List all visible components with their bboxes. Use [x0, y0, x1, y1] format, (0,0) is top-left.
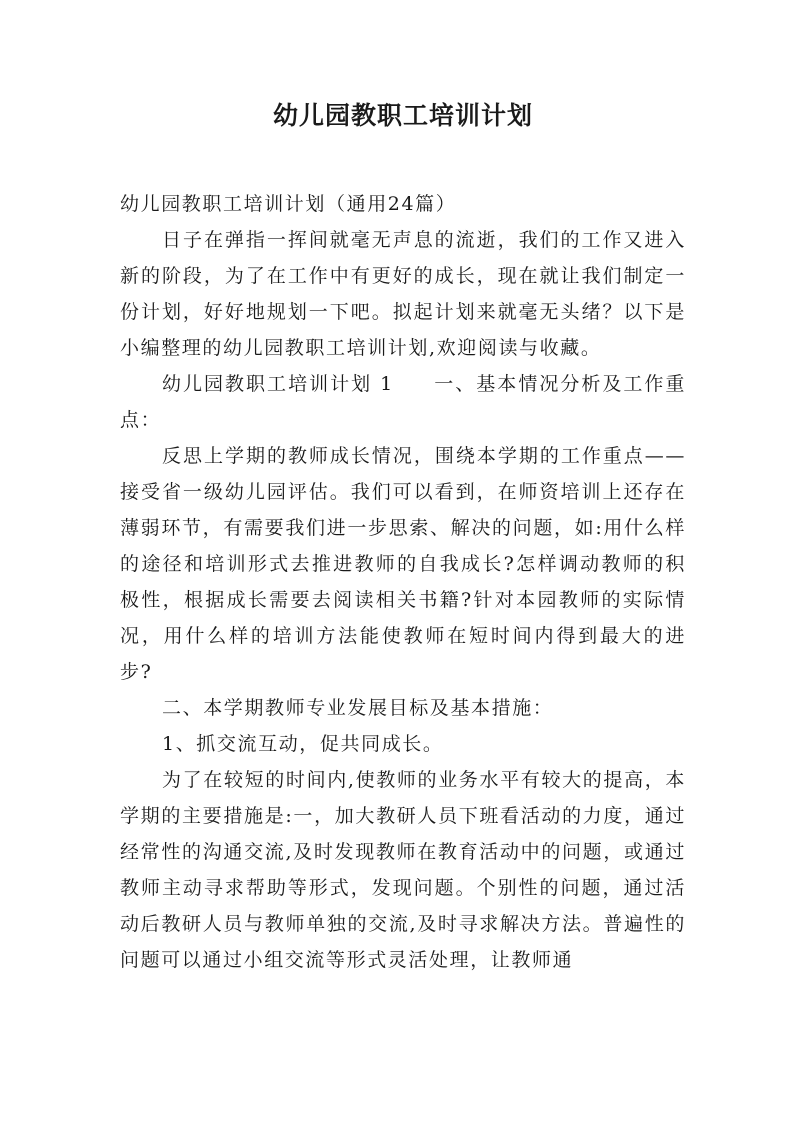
analysis-paragraph: 反思上学期的教师成长情况，围绕本学期的工作重点——接受省一级幼儿园评估。我们可以看到，在师资培训上还存在薄弱环节，有需要我们进一步思索、解决的问题，如:用什么样的途径和培训形式去推进教师的自我成长?怎样调动教师的积极性，根据成长需要去阅读相关书籍?针对本园教师的实际情况，用什么样的培训方法能使教师在短时间内得到最大的进步? — [120, 445, 686, 683]
document-subtitle: 幼儿园教职工培训计划（通用24篇） — [120, 193, 457, 215]
document-body — [120, 186, 686, 978]
section-heading-analysis: 一、基本情况分析及工作重点： — [120, 373, 686, 431]
document-page — [120, 0, 686, 1131]
measure-heading: 1、抓交流互动，促共同成长。 — [162, 733, 444, 755]
section-heading — [120, 366, 686, 438]
measure-paragraph: 为了在较短的时间内,使教师的业务水平有较大的提高，本学期的主要措施是:一，加大教研人员下班看活动的力度，通过经常性的沟通交流,及时发现教师在教育活动中的问题，或通过教师主动寻求帮助等形式，发现问题。个别性的问题，通过活动后教研人员与教师单独的交流,及时寻求解决方法。普遍性的问题可以通过小组交流等形式灵活处理，让教师通 — [120, 769, 686, 971]
intro-paragraph: 日子在弹指一挥间就毫无声息的流逝，我们的工作又进入新的阶段，为了在工作中有更好的成长，现在就让我们制定一份计划，好好地规划一下吧。拟起计划来就毫无头绪？以下是小编整理的幼儿园教职工培训计划,欢迎阅读与收藏。 — [120, 229, 686, 359]
document-title: 幼儿园教职工培训计划 — [272, 101, 533, 130]
goals-heading: 二、本学期教师专业发展目标及基本措施： — [162, 697, 554, 719]
section-heading-plan-number: 幼儿园教职工培训计划 1 — [162, 373, 394, 395]
